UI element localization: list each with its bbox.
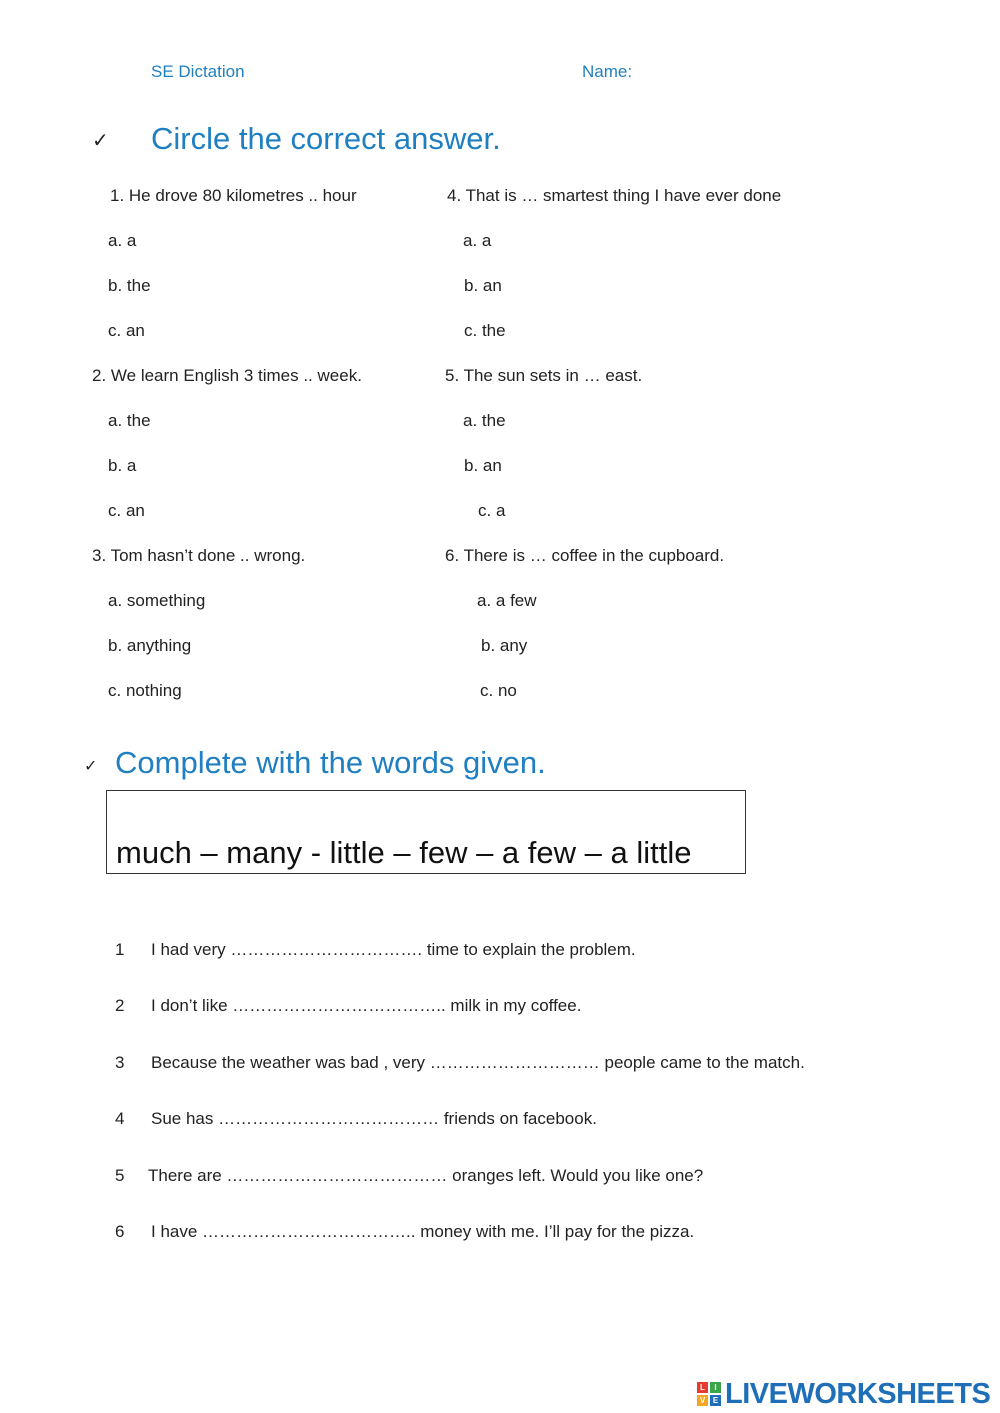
question-2: 2. We learn English 3 times .. week. (92, 366, 362, 385)
sentence-4-number: 4 (115, 1109, 125, 1128)
sentence-3[interactable]: Because the weather was bad , very ………………………… people came to the match. (151, 1053, 805, 1072)
sentence-3-number: 3 (115, 1053, 125, 1072)
question-6: 6. There is … coffee in the cupboard. (445, 546, 725, 565)
sentence-1-number: 1 (115, 940, 125, 959)
word-bank: much – many - little – few – a few – a little (116, 835, 692, 870)
check-icon: ✓ (84, 758, 98, 775)
question-5-option-c[interactable]: c. a (478, 501, 506, 520)
logo-cell: V (697, 1395, 708, 1406)
question-6-option-b[interactable]: b. any (481, 636, 528, 655)
question-4-option-c[interactable]: c. the (464, 321, 506, 340)
question-4: 4. That is … smartest thing I have ever done (447, 186, 782, 205)
logo-cell: I (710, 1382, 721, 1393)
worksheet-title: SE Dictation (151, 62, 245, 81)
question-4-option-b[interactable]: b. an (464, 276, 502, 295)
liveworksheets-logo (697, 1378, 990, 1410)
sentence-5-number: 5 (115, 1166, 125, 1185)
logo-grid-icon (697, 1382, 721, 1406)
question-1-option-b[interactable]: b. the (108, 276, 151, 295)
question-5-option-b[interactable]: b. an (464, 456, 502, 475)
logo-cell: L (697, 1382, 708, 1393)
question-2-option-b[interactable]: b. a (108, 456, 137, 475)
question-4-option-a[interactable]: a. a (463, 231, 492, 250)
sentence-5[interactable]: There are ………………………………… oranges left. Would you like one? (148, 1166, 704, 1185)
name-label: Name: (582, 62, 633, 81)
question-6-option-a[interactable]: a. a few (477, 591, 537, 610)
sentence-1[interactable]: I had very ……………………………. time to explain the problem. (151, 940, 636, 959)
sentence-6[interactable]: I have ……………………………….. money with me. I’ll pay for the pizza. (151, 1222, 695, 1241)
word-bank-box (106, 790, 746, 874)
question-3-option-a[interactable]: a. something (108, 591, 206, 610)
question-1-option-a[interactable]: a. a (108, 231, 137, 250)
sentence-6-number: 6 (115, 1222, 125, 1241)
logo-text: LIVEWORKSHEETS (725, 1377, 991, 1410)
sentence-2[interactable]: I don’t like ……………………………….. milk in my coffee. (151, 996, 582, 1015)
section-title-complete: Complete with the words given. (115, 745, 546, 780)
question-1: 1. He drove 80 kilometres .. hour (110, 186, 357, 205)
sentence-4[interactable]: Sue has ………………………………… friends on facebook. (151, 1109, 597, 1128)
question-2-option-c[interactable]: c. an (108, 501, 145, 520)
question-5-option-a[interactable]: a. the (463, 411, 506, 430)
question-5: 5. The sun sets in … east. (445, 366, 643, 385)
question-3-option-b[interactable]: b. anything (108, 636, 192, 655)
sentence-2-number: 2 (115, 996, 125, 1015)
question-3: 3. Tom hasn’t done .. wrong. (92, 546, 306, 565)
logo-cell: E (710, 1395, 721, 1406)
question-1-option-c[interactable]: c. an (108, 321, 145, 340)
question-2-option-a[interactable]: a. the (108, 411, 151, 430)
section-title-circle: Circle the correct answer. (151, 121, 501, 156)
check-icon: ✓ (92, 130, 109, 152)
question-3-option-c[interactable]: c. nothing (108, 681, 182, 700)
question-6-option-c[interactable]: c. no (480, 681, 517, 700)
